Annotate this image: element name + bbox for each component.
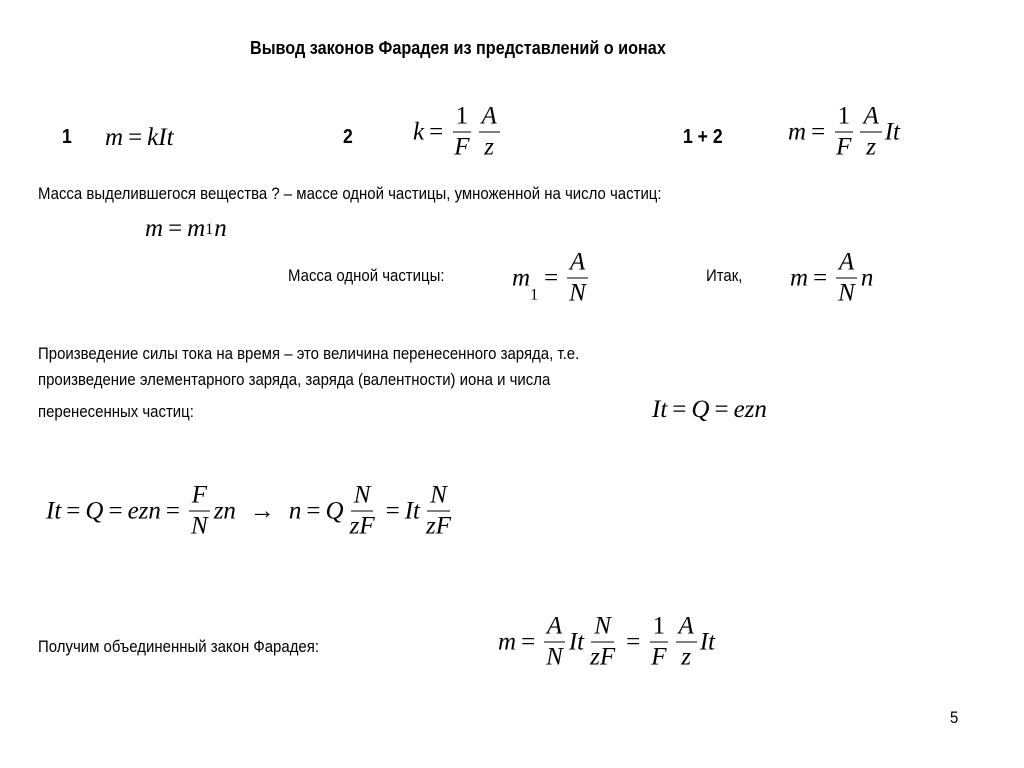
- equals-sign: =: [385, 497, 400, 524]
- formula-symbol: m: [788, 118, 807, 145]
- fraction-denominator: N: [191, 512, 208, 540]
- formula-text: [105, 124, 174, 152]
- fraction-numerator: A: [860, 102, 881, 133]
- equals-sign: =: [813, 264, 828, 291]
- formula-text: [539, 264, 563, 292]
- itak-label: Итак,: [706, 266, 743, 285]
- formula-text: [214, 497, 236, 525]
- paragraph-line-3: перенесенных частиц:: [38, 402, 194, 421]
- fraction: [676, 612, 697, 673]
- formula-text: [413, 118, 448, 146]
- fraction-denominator: zF: [349, 512, 375, 540]
- formula-combined-law: [498, 612, 715, 673]
- combined-law-label: Получим объединенный закон Фарадея:: [38, 637, 320, 656]
- formula-m-kIt: [105, 124, 174, 152]
- formula-symbol: Q: [325, 497, 344, 524]
- fraction: [648, 612, 669, 673]
- fraction-numerator: F: [189, 481, 210, 512]
- formula-symbol: ezn: [733, 396, 767, 423]
- fraction: [188, 481, 211, 542]
- fraction-denominator: z: [484, 133, 494, 161]
- equals-sign: =: [168, 215, 183, 242]
- formula-text: [885, 118, 900, 146]
- fraction: [347, 481, 378, 542]
- fraction: [451, 102, 472, 163]
- formula-text: [621, 628, 645, 656]
- fraction-numerator: N: [427, 481, 450, 512]
- formula-text: [498, 628, 540, 656]
- formula-m-combined: [788, 102, 900, 163]
- fraction: [543, 612, 566, 673]
- fraction-numerator: A: [836, 248, 857, 279]
- formula-text: [790, 264, 832, 292]
- formula-m1: [512, 248, 592, 309]
- equals-sign: =: [429, 118, 444, 145]
- fraction-denominator: zF: [425, 512, 451, 540]
- fraction-numerator: 1: [835, 102, 854, 133]
- formula-symbol: Q: [691, 396, 710, 423]
- formula-symbol: ezn: [127, 497, 161, 524]
- formula-m-m1n: [145, 215, 227, 243]
- step-number-2: 2: [343, 126, 353, 148]
- paragraph-line-2: произведение элементарного заряда, заряда (валентности) иона и числа: [38, 370, 551, 389]
- formula-symbol: n: [860, 264, 874, 291]
- formula-text: [512, 264, 530, 292]
- fraction-numerator: 1: [453, 102, 472, 133]
- formula-k: [413, 102, 503, 163]
- fraction: [587, 612, 618, 673]
- fraction: [479, 102, 500, 163]
- formula-symbol: m: [187, 215, 206, 242]
- formula-text: [700, 628, 715, 656]
- equals-sign: =: [811, 118, 826, 145]
- fraction: [835, 248, 858, 309]
- arrow-symbol: →: [249, 497, 275, 524]
- formula-symbol: It: [699, 628, 716, 655]
- equals-sign: =: [108, 497, 123, 524]
- fraction-denominator: N: [546, 643, 563, 671]
- formula-m-An: [790, 248, 873, 309]
- formula-symbol: m: [105, 124, 124, 151]
- formula-text: [381, 497, 420, 525]
- formula-symbol: k: [413, 118, 425, 145]
- formula-text: [214, 215, 227, 243]
- equals-sign: =: [672, 396, 687, 423]
- formula-symbol: It: [884, 118, 901, 145]
- fraction-denominator: F: [651, 643, 667, 671]
- equals-sign: =: [544, 264, 559, 291]
- fraction-denominator: z: [681, 643, 692, 671]
- fraction-denominator: N: [838, 279, 855, 307]
- fraction-numerator: N: [591, 612, 614, 643]
- formula-symbol: Q: [85, 497, 104, 524]
- step-number-1-plus-2: 1 + 2: [683, 126, 723, 148]
- page-number: 5: [950, 708, 959, 727]
- fraction: [833, 102, 854, 163]
- equals-sign: =: [714, 396, 729, 423]
- formula-derivation-n: [46, 481, 457, 542]
- formula-text: [569, 628, 584, 656]
- fraction: [423, 481, 454, 542]
- equals-sign: =: [66, 497, 81, 524]
- formula-symbol: It: [568, 628, 585, 655]
- formula-text: [145, 215, 205, 243]
- fraction-denominator: N: [569, 279, 586, 307]
- formula-text: [652, 396, 767, 424]
- formula-charge: [652, 396, 767, 424]
- fraction-numerator: 1: [650, 612, 669, 643]
- step-number-1: 1: [62, 126, 72, 148]
- mass-one-particle-label: Масса одной частицы:: [288, 266, 445, 285]
- equals-sign: =: [626, 628, 641, 655]
- paragraph-line-1: Произведение силы тока на время – это величина перенесенного заряда, т.е.: [38, 344, 580, 363]
- equals-sign: =: [165, 497, 180, 524]
- formula-text: [46, 497, 185, 525]
- fraction-numerator: A: [544, 612, 565, 643]
- formula-symbol: m: [145, 215, 164, 242]
- formula-text: [861, 264, 874, 292]
- formula-symbol: It: [404, 497, 420, 524]
- equals-sign: =: [306, 497, 321, 524]
- fraction: [860, 102, 881, 163]
- fraction: [566, 248, 589, 309]
- equals-sign: =: [521, 628, 536, 655]
- formula-text: [788, 118, 830, 146]
- fraction-numerator: A: [676, 612, 697, 643]
- fraction-numerator: A: [479, 102, 500, 133]
- fraction-denominator: zF: [590, 643, 616, 671]
- formula-symbol: zn: [213, 497, 236, 524]
- formula-symbol: It: [46, 497, 62, 524]
- formula-symbol: n: [214, 215, 227, 242]
- formula-text: [289, 497, 344, 525]
- mass-sentence: Масса выделившегося вещества ? – массе одной частицы, умноженной на число частиц:: [38, 184, 662, 203]
- fraction-denominator: F: [836, 133, 852, 161]
- formula-symbol: kIt: [147, 124, 174, 151]
- formula-symbol: m: [498, 628, 517, 655]
- formula-symbol: It: [652, 396, 668, 423]
- equals-sign: =: [128, 124, 143, 151]
- slide-title: Вывод законов Фарадея из представлений о ионах: [250, 38, 666, 58]
- subscript: 1: [205, 221, 214, 238]
- fraction-denominator: z: [866, 133, 876, 161]
- formula-symbol: n: [288, 497, 302, 524]
- fraction-numerator: A: [567, 248, 588, 279]
- formula-symbol: m: [512, 264, 531, 291]
- fraction-denominator: F: [454, 133, 470, 161]
- subscript: 1: [530, 286, 539, 304]
- formula-symbol: m: [790, 264, 809, 291]
- fraction-numerator: N: [351, 481, 374, 512]
